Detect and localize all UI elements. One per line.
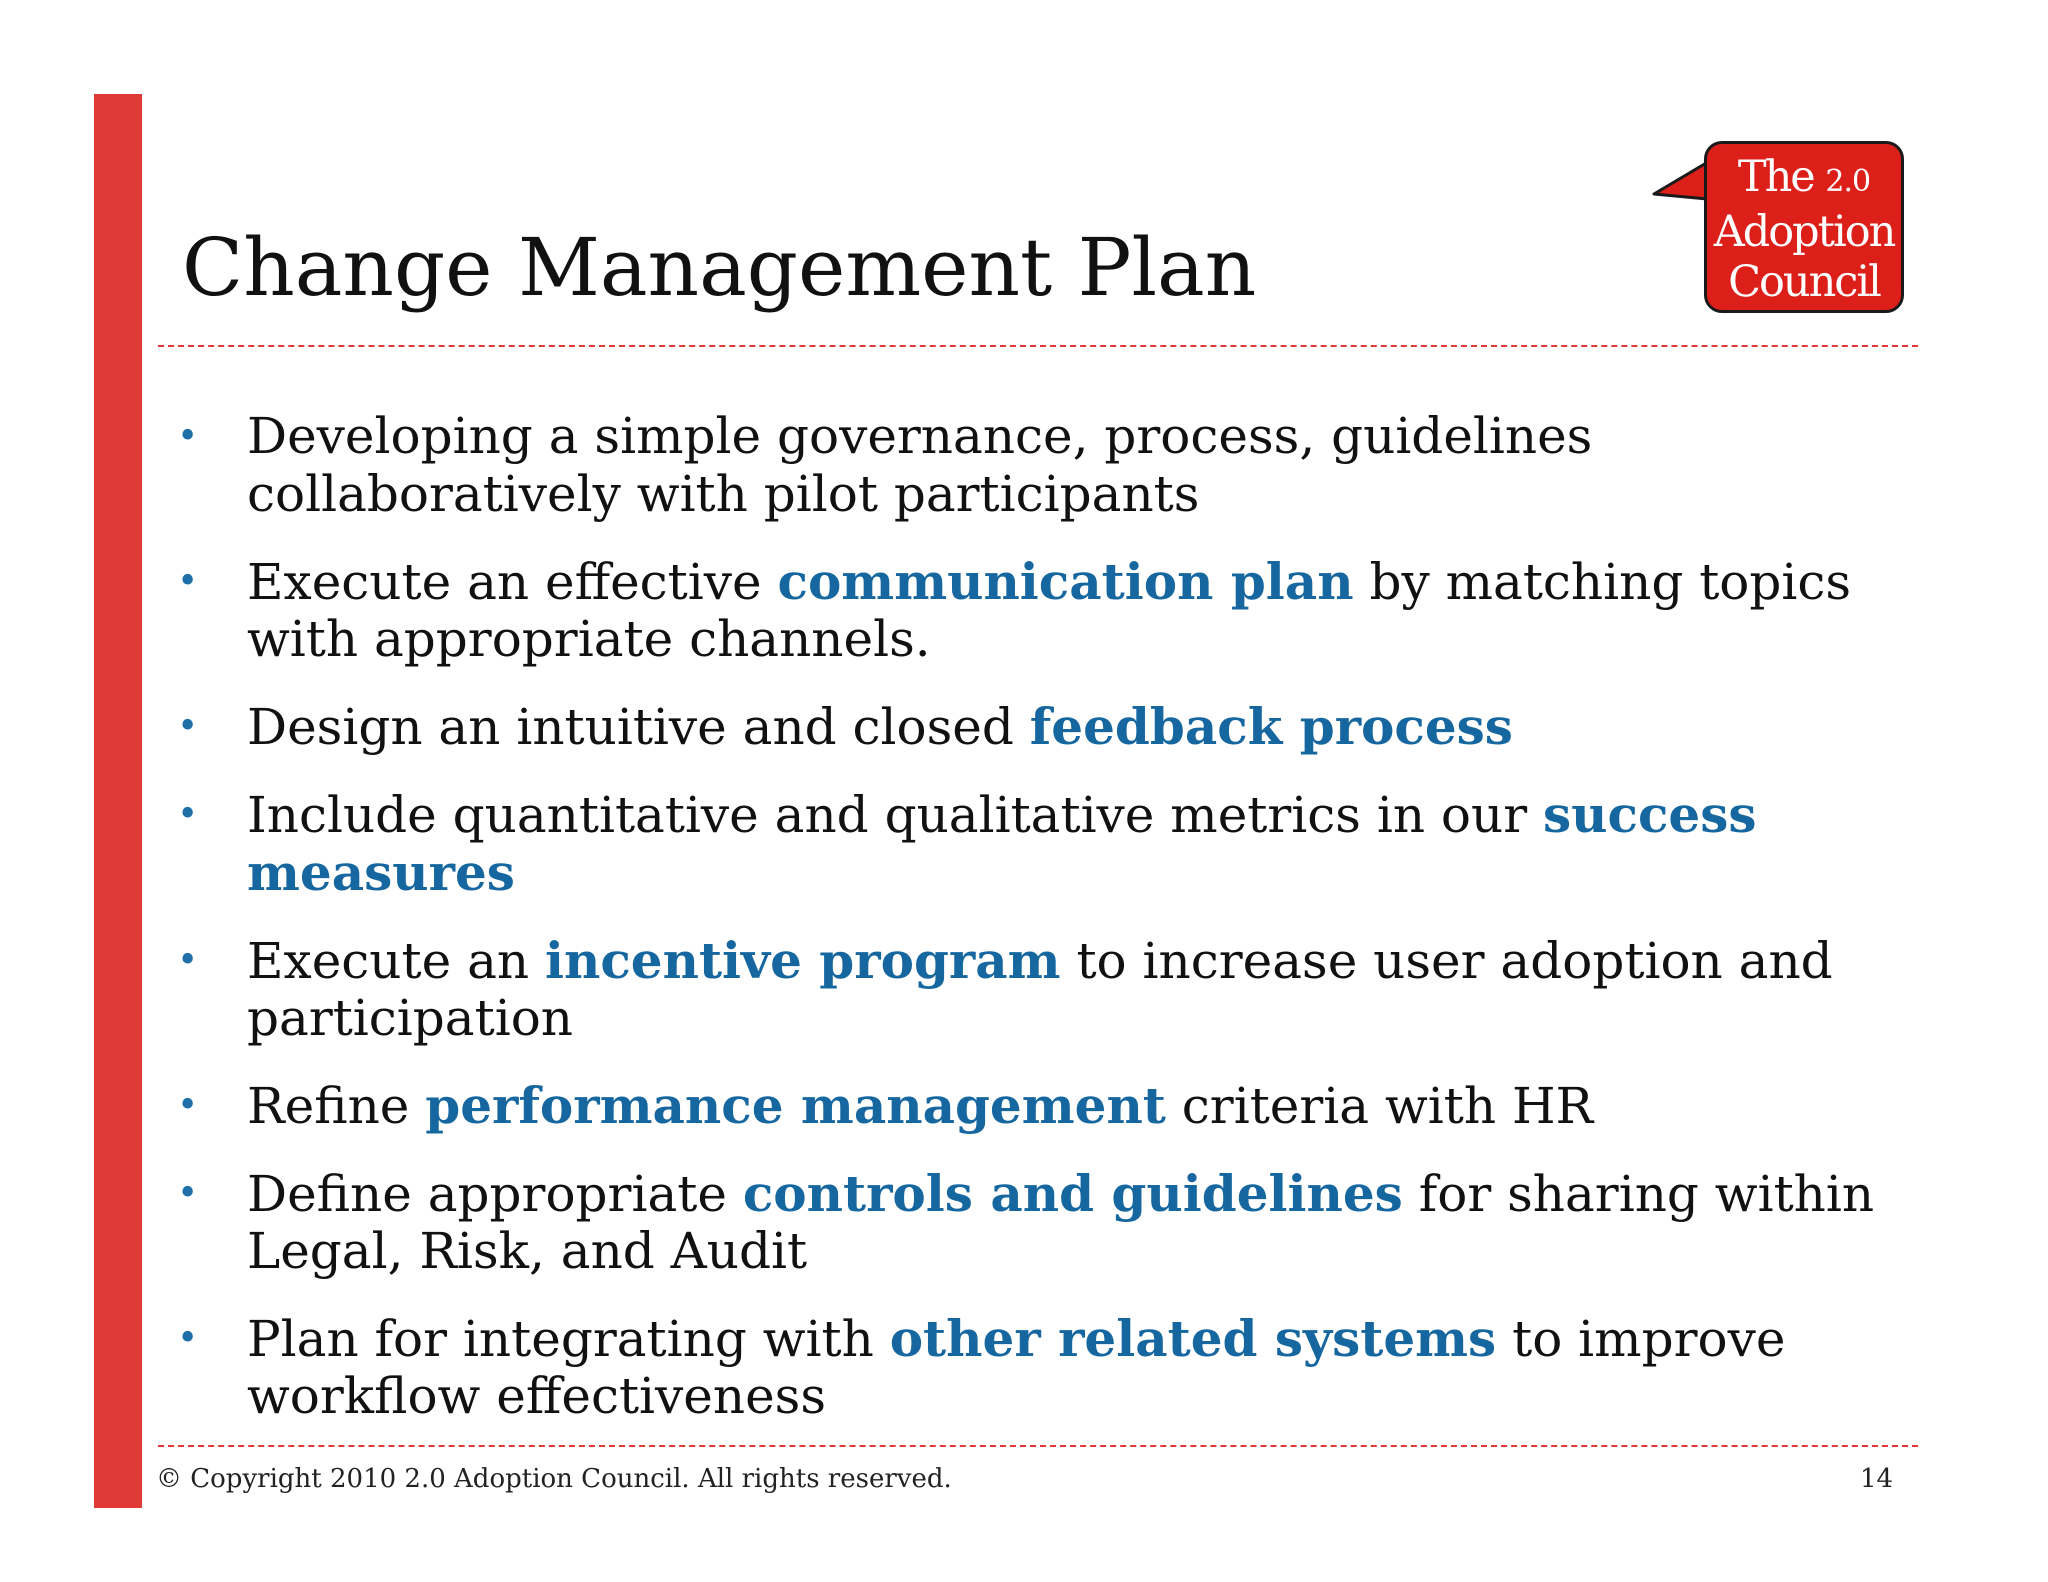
bullet-item [175,1077,1915,1135]
bullet-text-end: criteria with HR [1165,1077,1594,1135]
bullet-highlight: communication plan [777,552,1354,611]
bullet-item [175,1310,1915,1425]
adoption-council-logo [1650,138,1912,322]
logo-version: 2.0 [1825,164,1871,199]
logo-box [1704,141,1904,313]
bullet-text: Execute an [247,932,545,990]
bullet-item [175,1165,1915,1280]
bullet-icon: • [177,794,199,835]
bullet-item [175,553,1915,668]
bullet-icon: • [177,416,199,457]
bullet-text: Execute an effective [247,553,778,611]
bullet-icon: • [177,1318,199,1359]
title-divider [158,345,1918,347]
bullet-icon: • [177,1085,199,1126]
bullet-highlight: controls and guidelines [742,1164,1403,1223]
logo-line-2: Adoption [1713,207,1895,257]
page-number: 14 [1860,1464,1894,1494]
bullet-item [175,786,1915,902]
bullet-text: Define appropriate [247,1165,743,1223]
bullet-text: Plan for integrating with [247,1310,890,1368]
bullet-highlight: feedback process [1029,697,1513,756]
bullet-text: Refine [247,1077,426,1135]
logo-line-1 [1707,152,1901,207]
logo-line-3: Council [1728,257,1880,307]
bullet-highlight: performance management [425,1076,1166,1135]
bullet-highlight: incentive program [544,931,1061,990]
slide-title: Change Management Plan [182,221,1257,314]
bullet-text: Design an intuitive and closed [247,698,1030,756]
bullet-icon: • [177,1173,199,1214]
bullet-icon: • [177,706,199,747]
bullet-highlight: other related systems [889,1309,1497,1368]
bullet-item [175,408,1915,523]
bullet-text-end: to improve workflow effectiveness [247,1310,1786,1425]
bullet-item [175,698,1915,756]
bullet-text: Include quantitative and qualitative metrics in our [247,786,1544,844]
bullet-text-end: by matching topics with appropriate channels. [247,553,1852,668]
bullet-icon: • [177,561,199,602]
footer-divider [158,1445,1918,1447]
logo-word-the: The [1737,152,1814,202]
copyright-notice: © Copyright 2010 2.0 Adoption Council. All rights reserved. [156,1464,952,1494]
bullet-icon: • [177,940,199,981]
bullet-item [175,932,1915,1047]
bullet-text-end: to increase user adoption and participation [247,932,1833,1047]
bullet-text-end: for sharing within Legal, Risk, and Audit [247,1165,1875,1280]
bullet-text: Developing a simple governance, process, guidelines collaboratively with pilot participants [247,407,1593,523]
bullet-highlight: success measures [247,785,1757,902]
red-accent-bar [94,94,142,1508]
bullet-list [175,408,1915,1455]
